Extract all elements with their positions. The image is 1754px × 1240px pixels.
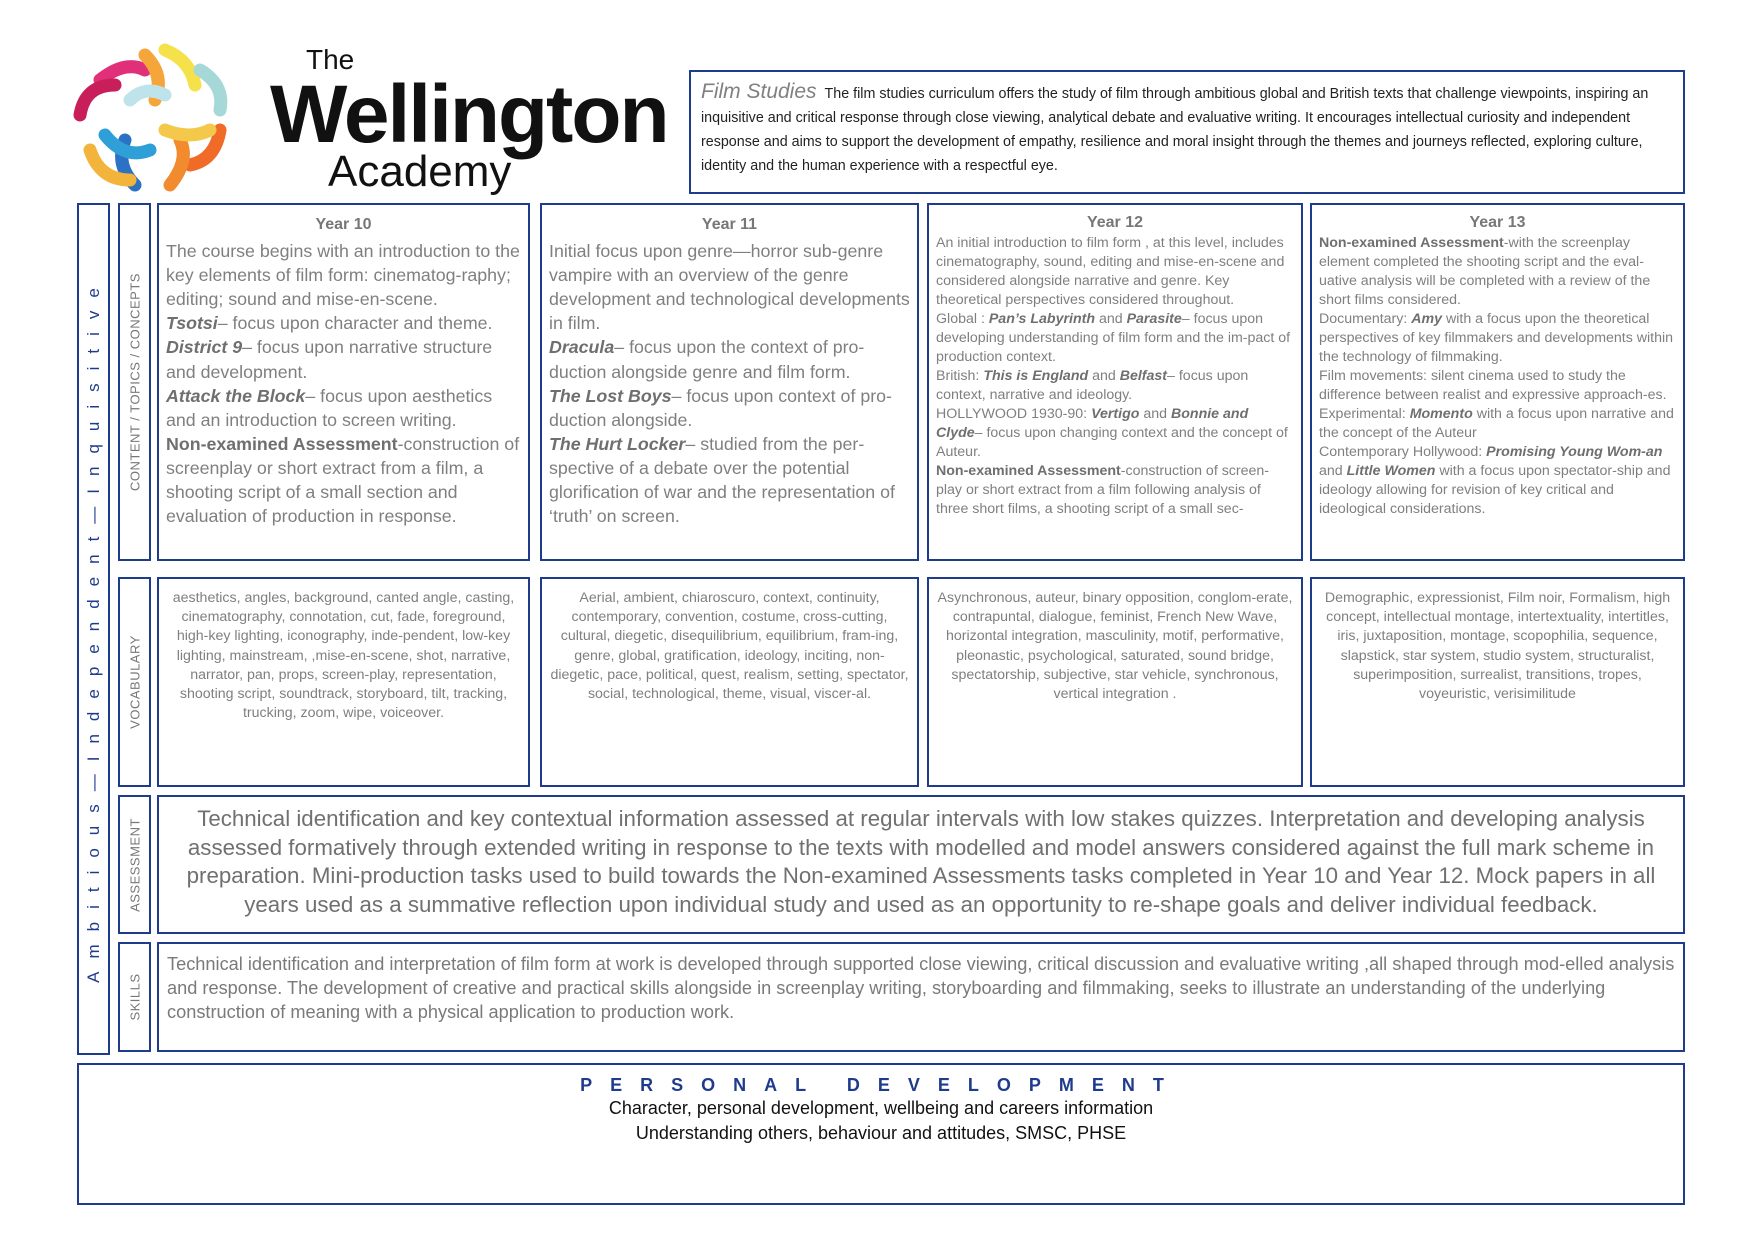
year-13-content [1310,203,1685,561]
body-text: with a focus upon the theoretical perspectives of key filmmakers and developments within the technology of filmmaking. [1319,311,1674,365]
content-paragraph [936,462,1294,519]
body-text: HOLLYWOOD 1930-90: [936,406,1092,422]
content-paragraph [166,432,521,528]
curriculum-intro [689,70,1685,194]
skills-text: Technical identification and interpretation of film form at work is developed through supported close viewing, critical discussion and evaluative writing ,all shaped through mod-elled analysis and response. The development of creative and practical skills alongside in screenplay writing, storyboarding and filmmaking, seeks to illustrate an understanding of the underlying construction of meaning with a physical application to production work. [157,942,1685,1052]
emphasis-text: Pan’s Labyrinth [988,311,1096,327]
brand-name: Wellington [270,69,668,160]
content-paragraph [936,234,1294,310]
year-13-vocab: Demographic, expressionist, Film noir, Formalism, high concept, intellectual montage, intertextuality, intertitles, iris, juxtaposition, montage, scopophilia, sequence, slapstick, star system, studio system, structuralist, superimposition, surrealist, transitions, tropes, voyeuristic, verisimilitude [1310,577,1685,787]
year-12-vocab: Asynchronous, auteur, binary opposition, conglom-erate, contrapuntal, dialogue, feminist, French New Wave, horizontal integration, masculinity, motif, performative, pleonastic, psychological, saturated, sound bridge, spectatorship, subjective, star vehicle, synchronous, vertical integration . [927,577,1303,787]
body-text: Contemporary Hollywood: [1319,444,1487,460]
brand-academy: Academy [328,147,512,196]
content-paragraph [549,335,910,383]
year-10-title: Year 10 [315,216,372,233]
content-paragraph [936,310,1294,367]
content-paragraph [1319,367,1676,405]
year-13-title: Year 13 [1469,214,1526,231]
values-banner [77,203,110,1055]
content-paragraph [549,239,910,335]
body-text: – focus upon the context of pro-duction alongside genre and film form. [549,337,865,382]
emphasis-text: Amy [1411,311,1443,327]
emphasis-text: Tsotsi [166,313,218,334]
content-paragraph [166,384,521,432]
row-label-content-text: CONTENT / TOPICS / CONCEPTS [127,273,142,491]
emphasis-text: Momento [1409,406,1473,422]
body-text: – focus upon character and theme. [217,313,493,334]
emphasis-text: District 9 [166,337,243,358]
body-text: and [1139,406,1171,422]
body-text: and [1088,368,1120,384]
body-text: An initial introduction to film form , at this level, includes cinematography, sound, editing and mise-en-scene and considered alongside narrative and genre. Key theoretical perspectives considered throughout. [936,235,1285,308]
year-11-content-body [549,239,910,528]
body-text: – focus upon aesthetics and an introduction to screen writing. [166,385,493,430]
body-text: -with the screenplay element completed the shooting script and the eval-uative analysis will be completed with a review of the short films considered. [1319,235,1651,308]
body-text: Documentary: [1319,311,1412,327]
year-10-content [157,203,530,561]
emphasis-text: This is England [983,368,1089,384]
emphasis-text: Belfast [1119,368,1168,384]
personal-development-line-1: Character, personal development, wellbeing and careers information [608,1098,1154,1118]
year-12-content [927,203,1303,561]
emphasis-text: Dracula [549,337,615,358]
emphasis-text: The Lost Boys [549,385,672,406]
row-label-assessment [118,795,151,934]
brand-the: The [306,44,355,75]
content-paragraph [936,405,1294,462]
body-text: The course begins with an introduction to the key elements of film form: cinematog-raphy; editing; sound and mise-en-scene. [166,241,520,310]
emphasis-text: Attack the Block [166,385,306,406]
body-text: British: [936,368,984,384]
body-text: -construction of screen-play or short extract from a film following analysis of three short films, a shooting script of a small sec- [936,463,1270,517]
year-10-vocab: aesthetics, angles, background, canted angle, casting, cinematography, connotation, cut, fade, foreground, high-key lighting, iconography, inde-pendent, low-key lighting, mainstream, ,mise-en-scene, shot, narrative, narrator, pan, props, screen-play, representation, shooting script, soundtrack, storyboard, tilt, tracking, trucking, zoom, wipe, voiceover. [157,577,530,787]
emphasis-text: The Hurt Locker [549,433,686,454]
content-paragraph [166,311,521,335]
body-text: – focus upon context of pro-duction alongside. [549,385,892,430]
emphasis-text: Non-examined Assessment [1319,235,1504,251]
row-label-vocab-text: VOCABULARY [127,635,142,729]
body-text: -construction of screenplay or short extract from a film, a shooting script of a small section and evaluation of production in response. [166,433,520,527]
emphasis-text: Non-examined Assessment [936,463,1121,479]
emphasis-text: Parasite [1126,311,1182,327]
row-label-vocab [118,577,151,787]
emphasis-text: Promising Young Wom-an [1486,444,1663,460]
row-label-content [118,203,151,561]
body-text: and [1095,311,1127,327]
personal-development [77,1063,1685,1205]
academy-wordmark [270,40,690,200]
content-paragraph [166,335,521,383]
body-text: Film movements: silent cinema used to study the difference between realist and expressive approach-es. [1319,368,1667,403]
emphasis-text: Little Women [1346,463,1436,479]
year-12-content-body [936,234,1294,519]
body-text: Global : [936,311,989,327]
body-text: Experimental: [1319,406,1410,422]
content-paragraph [166,239,521,311]
content-paragraph [936,367,1294,405]
year-11-title: Year 11 [701,216,758,233]
body-text: – focus upon narrative structure and development. [166,337,493,382]
academy-logo-icon [70,40,240,200]
row-label-assessment-text: ASSESSMENT [127,817,142,912]
personal-development-line-2: Understanding others, behaviour and attitudes, SMSC, PHSE [635,1123,1127,1143]
emphasis-text: Non-examined Assessment [166,433,398,454]
emphasis-text: Bonnie and Clyde [936,406,1249,441]
year-11-content [540,203,919,561]
body-text: – focus upon developing understanding of film form and the im-pact of production context. [936,311,1291,365]
content-paragraph [549,432,910,528]
values-text: Ambitious—Independent—Inquisitive [83,275,103,983]
year-12-title: Year 12 [1086,214,1144,231]
body-text: – focus upon changing context and the concept of Auteur. [936,425,1288,460]
personal-development-title: PERSONAL DEVELOPMENT [580,1075,1182,1095]
year-13-content-body [1319,234,1676,519]
intro-heading: Film Studies [701,80,817,103]
content-paragraph [1319,310,1676,367]
content-paragraph [1319,405,1676,443]
body-text: Initial focus upon genre—horror sub-genre vampire with an overview of the genre development and technological developments in film. [549,241,910,334]
row-label-skills [118,942,151,1052]
row-label-skills-text: SKILLS [127,973,142,1021]
body-text: with a focus upon narrative and the concept of the Auteur [1319,406,1674,441]
content-paragraph [1319,234,1676,310]
emphasis-text: Vertigo [1091,406,1140,422]
body-text: – focus upon context, narrative and ideology. [936,368,1249,403]
intro-text: The film studies curriculum offers the study of film through ambitious global and British texts that challenge viewpoints, inspiring an inquisitive and critical response through close viewing, analytical debate and evaluative writing. It encourages intellectual curiosity and independent response and aims to support the development of empathy, resilience and moral insight through the themes and journeys reflected, exploring culture, identity and the human experience with a respectful eye. [701,86,1649,174]
content-paragraph [1319,443,1676,519]
year-11-vocab: Aerial, ambient, chiaroscuro, context, continuity, contemporary, convention, costume, cross-cutting, cultural, diegetic, disequilibrium, equilibrium, fram-ing, genre, global, gratification, ideology, inciting, non-diegetic, pace, political, quest, realism, setting, spectator, social, technological, theme, visual, viscer-al. [540,577,919,787]
assessment-text: Technical identification and key contextual information assessed at regular intervals with low stakes quizzes. Interpretation and developing analysis assessed formatively through extended writing in response to the texts with modelled and model answers considered against the full mark scheme in preparation. Mini-production tasks used to build towards the Non-examined Assessments tasks completed in Year 10 and Year 12. Mock papers in all years used as a summative reflection upon individual study and used as an opportunity to re-shape goals and deliver individual feedback. [157,795,1685,934]
body-text: with a focus upon spectator-ship and ideology allowing for revision of key critical and ideological considerations. [1319,463,1671,517]
body-text: and [1319,463,1347,479]
content-paragraph [549,384,910,432]
body-text: – studied from the per-spective of a debate over the potential glorification of war and the representation of ‘truth’ on screen. [549,433,895,527]
year-10-content-body [166,239,521,528]
